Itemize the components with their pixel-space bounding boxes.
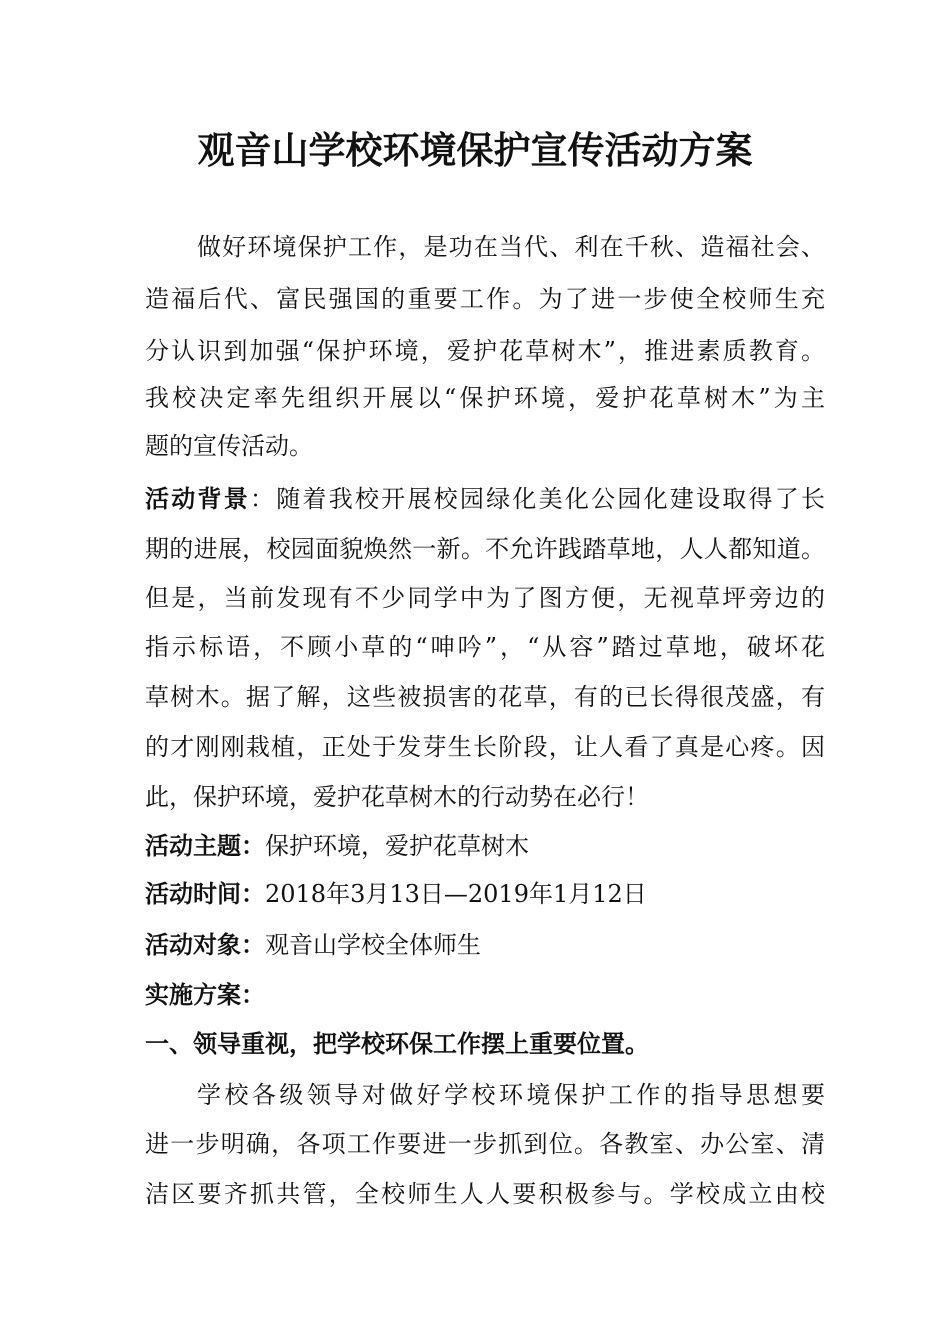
background-line-7: 此，保护环境，爱护花草树木的行动势在必行！ xyxy=(145,783,649,811)
intro-line-5: 题的宣传活动。 xyxy=(145,432,313,460)
document-title: 观音山学校环境保护宣传活动方案 xyxy=(197,128,753,172)
theme-line xyxy=(145,829,825,863)
target-value: 观音山学校全体师生 xyxy=(265,931,481,959)
background-line-3: 但是，当前发现有不少同学中为了图方便，无视草坪旁边的 xyxy=(145,584,825,612)
background-label: 活动背景 xyxy=(145,485,250,513)
section1-line-2: 进一步明确，各项工作要进一步抓到位。各教室、办公室、清 xyxy=(145,1130,825,1158)
section1-line-1: 学校各级领导对做好学校环境保护工作的指导思想要 xyxy=(197,1081,825,1109)
theme-value: 保护环境，爱护花草树木 xyxy=(265,832,529,860)
theme-label: 活动主题： xyxy=(145,832,265,860)
target-label: 活动对象： xyxy=(145,931,265,959)
intro-line-2: 造福后代、富民强国的重要工作。为了进一步使全校师生充 xyxy=(145,285,825,313)
background-line-2: 期的进展，校园面貌焕然一新。不允许践踏草地，人人都知道。 xyxy=(145,535,825,563)
background-text-1: ：随着我校开展校园绿化美化公园化建设取得了长 xyxy=(249,485,826,513)
background-line-5: 草树木。据了解，这些被损害的花草，有的已长得很茂盛，有 xyxy=(145,683,825,711)
intro-line-3: 分认识到加强“保护环境，爱护花草树木”，推进素质教育。 xyxy=(145,337,825,365)
background-line-1 xyxy=(145,482,825,516)
intro-line-4: 我校决定率先组织开展以“保护环境，爱护花草树木”为主 xyxy=(145,384,825,412)
background-line-4: 指示标语，不顾小草的“呻吟”，“从容”踏过草地，破坏花 xyxy=(145,633,825,661)
time-value: 2018年3月13日—2019年1月12日 xyxy=(265,880,647,908)
background-line-6: 的才刚刚栽植，正处于发芽生长阶段，让人看了真是心疼。因 xyxy=(145,733,825,761)
intro-line-1: 做好环境保护工作，是功在当代、利在千秋、造福社会、 xyxy=(197,233,825,261)
target-line xyxy=(145,928,825,962)
section1-heading: 一、领导重视，把学校环保工作摆上重要位置。 xyxy=(145,1030,649,1058)
time-label: 活动时间： xyxy=(145,880,265,908)
time-line xyxy=(145,877,825,911)
section1-line-3: 洁区要齐抓共管，全校师生人人要积极参与。学校成立由校 xyxy=(145,1180,825,1208)
plan-label: 实施方案： xyxy=(145,981,265,1009)
